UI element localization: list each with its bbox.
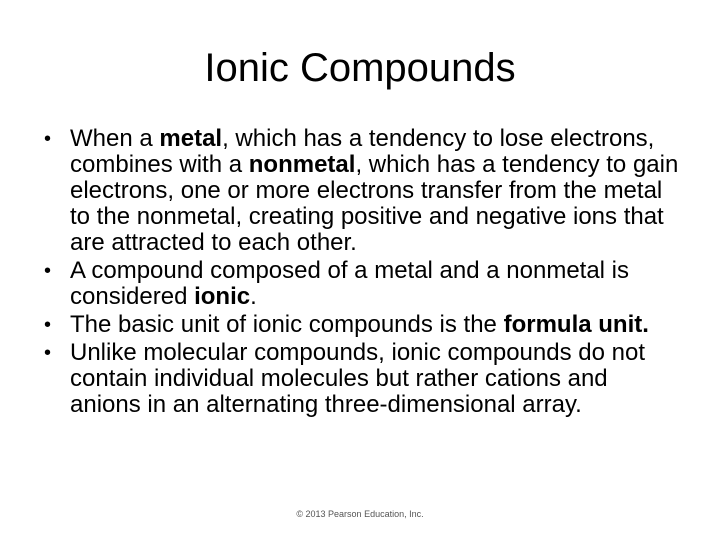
bullet-text: The basic unit of ionic compounds is the [70,311,504,338]
bullet-item [44,126,684,256]
bullet-text: , which has a tendency to gain electrons, one or more electrons transfer from the metal to the nonmetal, creating positive and negative ions that are attracted to each other. [70,151,679,256]
slide-title: Ionic Compounds [204,46,516,90]
bullet-bold-term: metal [159,125,223,152]
bullet-bold-term: formula unit. [503,311,649,338]
copyright-footer: © 2013 Pearson Education, Inc. [296,509,424,519]
bullet-dot-icon: • [44,260,52,282]
bullet-item [44,340,684,418]
bullet-text: A compound composed of a metal and a nonmetal is considered [70,257,630,310]
bullet-dot-icon: • [44,342,52,364]
bullet-text: . [250,283,257,310]
bullet-bold-term: nonmetal [248,151,356,178]
bullet-list [44,126,684,420]
bullet-dot-icon: • [44,314,52,336]
bullet-item [44,312,684,338]
bullet-item [44,258,684,310]
bullet-text: Unlike molecular compounds, ionic compounds do not contain individual molecules but rather cations and anions in an alternating three-dimensional array. [70,339,645,418]
bullet-bold-term: ionic [194,283,251,310]
bullet-dot-icon: • [44,128,52,150]
bullet-text: When a [70,125,160,152]
bullet-text: , which has a tendency to lose electrons, combines with a [70,125,655,178]
